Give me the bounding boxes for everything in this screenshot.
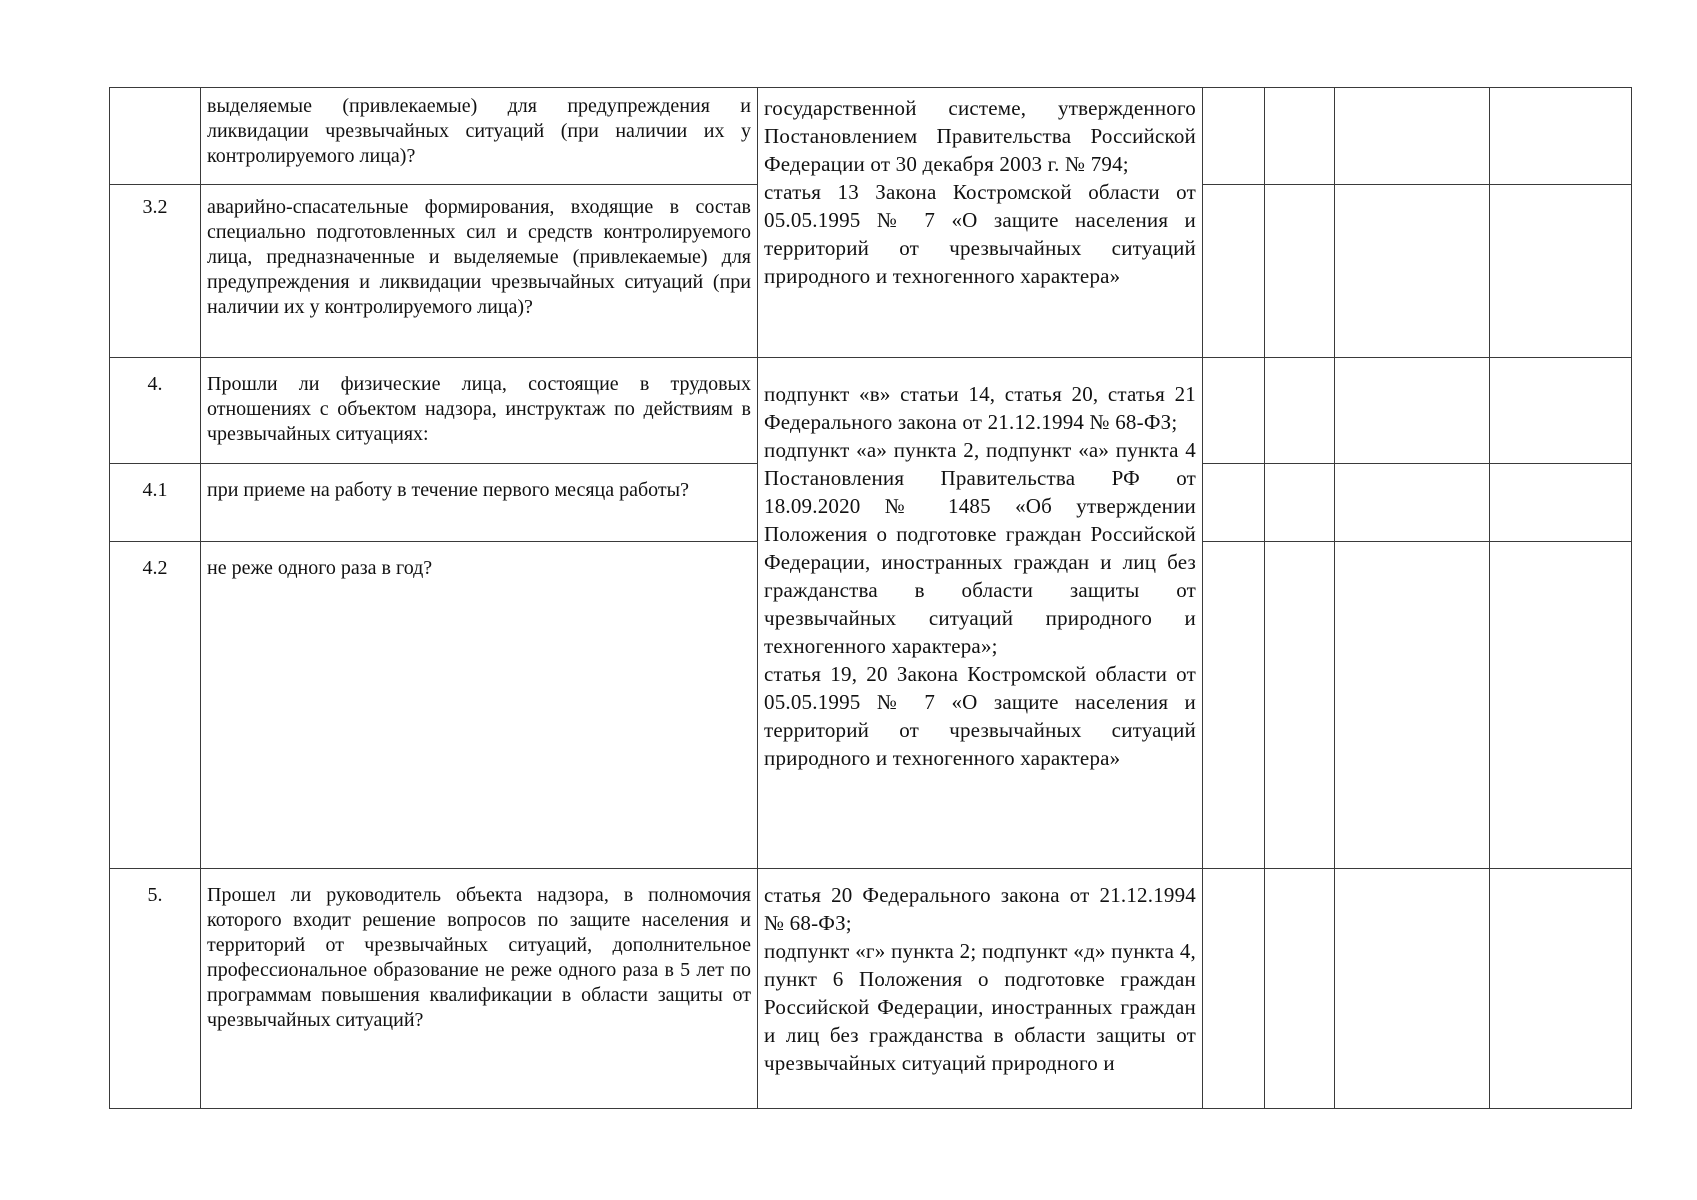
- note-cell: [1490, 869, 1632, 1109]
- table-row: [110, 869, 1632, 1109]
- note-cell: [1490, 88, 1632, 185]
- answer-yes-cell: [1203, 542, 1265, 869]
- question-cell: Прошел ли руководитель объекта надзора, в полномочия которого входит решение вопросов по защите населения и территорий от чрезвычайных ситуаций, дополнительное профессиональное образование не реже одного раза в 5 лет по программам повышения квалификации в области защиты от чрезвычайных ситуаций?: [201, 869, 758, 1109]
- question-cell: при приеме на работу в течение первого месяца работы?: [201, 464, 758, 542]
- answer-yes-cell: [1203, 88, 1265, 185]
- legal-basis-cell: [758, 88, 1203, 358]
- note-cell: [1490, 542, 1632, 869]
- question-cell: Прошли ли физические лица, состоящие в трудовых отношениях с объектом надзора, инструктаж по действиям в чрезвычайных ситуациях:: [201, 358, 758, 464]
- legal-basis-line: подпункт «г» пункта 2; подпункт «д» пункта 4, пункт 6 Положения о подготовке граждан Российской Федерации, иностранных граждан и лиц без гражданства в области защиты от чрезвычайных ситуаций природного и: [764, 939, 1196, 1075]
- row-number: 5.: [110, 869, 201, 1109]
- requirements-table: [109, 87, 1632, 1109]
- answer-no-cell: [1265, 869, 1335, 1109]
- answer-no-cell: [1265, 185, 1335, 358]
- answer-na-cell: [1335, 542, 1490, 869]
- row-number: 4.: [110, 358, 201, 464]
- legal-basis-line: статья 13 Закона Костромской области от 05.05.1995 № 7 «О защите населения и территорий от чрезвычайных ситуаций природного и техногенного характера»: [764, 180, 1196, 288]
- answer-na-cell: [1335, 464, 1490, 542]
- row-number: 4.2: [110, 542, 201, 869]
- answer-yes-cell: [1203, 358, 1265, 464]
- legal-basis-line: статья 20 Федерального закона от 21.12.1994 № 68-ФЗ;: [764, 883, 1196, 935]
- legal-basis-line: статья 19, 20 Закона Костромской области от 05.05.1995 № 7 «О защите населения и территорий от чрезвычайных ситуаций природного и техногенного характера»: [764, 662, 1196, 770]
- answer-no-cell: [1265, 464, 1335, 542]
- answer-yes-cell: [1203, 464, 1265, 542]
- answer-yes-cell: [1203, 185, 1265, 358]
- legal-basis-cell: [758, 358, 1203, 869]
- note-cell: [1490, 358, 1632, 464]
- note-cell: [1490, 464, 1632, 542]
- answer-na-cell: [1335, 88, 1490, 185]
- row-number: 4.1: [110, 464, 201, 542]
- row-number: [110, 88, 201, 185]
- answer-no-cell: [1265, 88, 1335, 185]
- question-cell: аварийно-спасательные формирования, входящие в состав специально подготовленных сил и средств контролируемого лица, предназначенные и выделяемые (привлекаемые) для предупреждения и ликвидации чрезвычайных ситуаций (при наличии их у контролируемого лица)?: [201, 185, 758, 358]
- answer-yes-cell: [1203, 869, 1265, 1109]
- question-cell: выделяемые (привлекаемые) для предупреждения и ликвидации чрезвычайных ситуаций (при наличии их у контролируемого лица)?: [201, 88, 758, 185]
- note-cell: [1490, 185, 1632, 358]
- legal-basis-cell: [758, 869, 1203, 1109]
- legal-basis-line: подпункт «в» статьи 14, статья 20, статья 21 Федерального закона от 21.12.1994 № 68-ФЗ;: [764, 382, 1196, 434]
- table-row: [110, 88, 1632, 185]
- legal-basis-line: подпункт «а» пункта 2, подпункт «а» пункта 4 Постановления Правительства РФ от 18.09.2020 № 1485 «Об утверждении Положения о подготовке граждан Российской Федерации, иностранных граждан и лиц без гражданства в области защиты от чрезвычайных ситуаций природного и техногенного характера»;: [764, 438, 1196, 658]
- answer-no-cell: [1265, 358, 1335, 464]
- answer-no-cell: [1265, 542, 1335, 869]
- answer-na-cell: [1335, 185, 1490, 358]
- table-row: [110, 358, 1632, 464]
- question-cell: не реже одного раза в год?: [201, 542, 758, 869]
- row-number: 3.2: [110, 185, 201, 358]
- answer-na-cell: [1335, 358, 1490, 464]
- answer-na-cell: [1335, 869, 1490, 1109]
- legal-basis-line: государственной системе, утвержденного Постановлением Правительства Российской Федерации от 30 декабря 2003 г. № 794;: [764, 96, 1196, 176]
